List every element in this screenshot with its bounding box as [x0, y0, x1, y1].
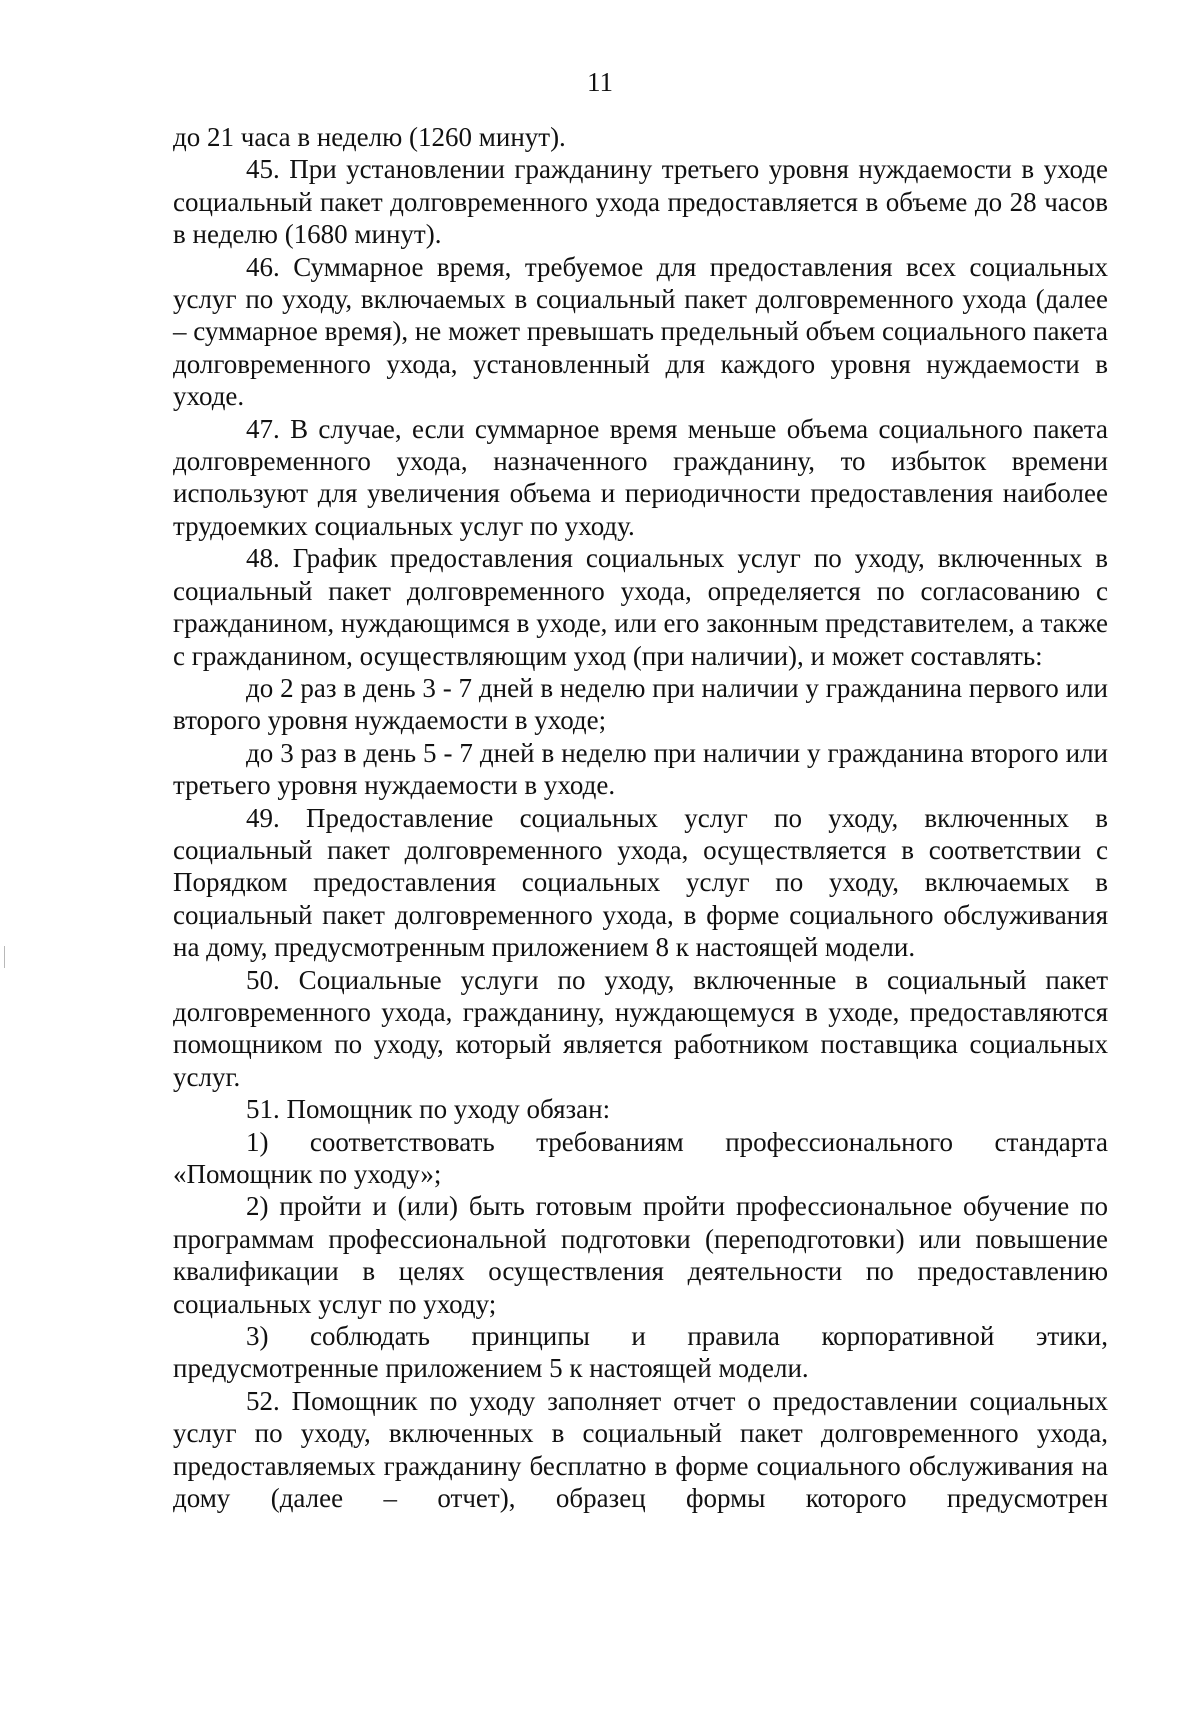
paragraph-p51: 51. Помощник по уходу обязан: [246, 1094, 611, 1125]
document-body [173, 121, 1108, 1514]
paragraph-p49: 49. Предоставление социальных услуг по уходу, включенных в социальный пакет долговременного ухода, осуществляется в соответствии с Порядком предоставления социальных услуг по уходу, включаемых в социальный пакет долговременного ухода, в форме социального обслуживания на дому, предусмотренным приложением 8 к настоящей модели. [173, 802, 1108, 963]
page-number: 11 [587, 67, 613, 97]
paragraph-p51_1: 1) соответствовать требованиям профессионального стандарта «Помощник по уходу»; [173, 1126, 1108, 1189]
paragraph-p48: 48. График предоставления социальных услуг по уходу, включенных в социальный пакет долговременного ухода, определяется по согласованию с гражданином, нуждающимся в уходе, или его законным представителем, а также с гражданином, осуществляющим уход (при наличии), и может составлять: [173, 543, 1108, 671]
paragraph-p47: 47. В случае, если суммарное время меньше объема социального пакета долговременного ухода, назначенного гражданину, то избыток времени используют для увеличения объема и периодичности предоставления наиболее трудоемких социальных услуг по уходу. [173, 413, 1108, 541]
paragraph-p45: 45. При установлении гражданину третьего уровня нуждаемости в уходе социальный пакет долговременного ухода предоставляется в объеме до 28 часов в неделю (1680 минут). [173, 154, 1108, 250]
paragraph-p52: 52. Помощник по уходу заполняет отчет о предоставлении социальных услуг по уходу, включенных в социальный пакет долговременного ухода, предоставляемых гражданину бесплатно в форме социального обслуживания на дому (далее – отчет), образец формы которого предусмотрен [173, 1385, 1108, 1514]
paragraph-p48a: до 2 раз в день 3 - 7 дней в неделю при наличии у гражданина первого или второго уровня нуждаемости в уходе; [173, 672, 1108, 736]
scan-margin-mark [4, 946, 5, 968]
paragraph-p51_2: 2) пройти и (или) быть готовым пройти профессиональное обучение по программам профессиональной подготовки (переподготовки) или повышение квалификации в целях осуществления деятельности по предоставлению социальных услуг по уходу; [173, 1191, 1108, 1319]
paragraph-p51_3: 3) соблюдать принципы и правила корпоративной этики, предусмотренные приложением 5 к настоящей модели. [173, 1321, 1108, 1384]
paragraph-p46: 46. Суммарное время, требуемое для предоставления всех социальных услуг по уходу, включаемых в социальный пакет долговременного ухода (далее – суммарное время), не может превышать предельный объем социального пакета долговременного ухода, установленный для каждого уровня нуждаемости в уходе. [173, 251, 1108, 412]
paragraph-p0: до 21 часа в неделю (1260 минут). [173, 122, 566, 152]
paragraph-p50: 50. Социальные услуги по уходу, включенные в социальный пакет долговременного ухода, гражданину, нуждающемуся в уходе, предоставляются помощником по уходу, который является работником поставщика социальных услуг. [173, 964, 1108, 1092]
paragraph-p48b: до 3 раз в день 5 - 7 дней в неделю при наличии у гражданина второго или третьего уровня нуждаемости в уходе. [173, 737, 1108, 801]
